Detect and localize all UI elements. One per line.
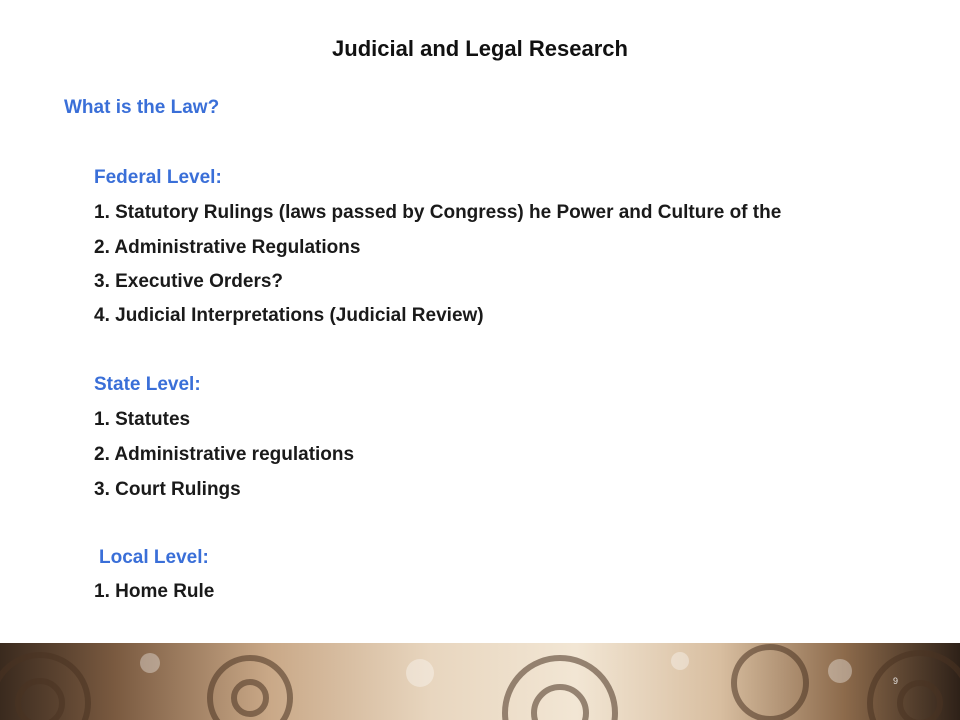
slide-title: Judicial and Legal Research [332,36,628,61]
state-heading: State Level: [94,374,201,395]
federal-item: 2. Administrative Regulations [94,237,361,258]
federal-heading: Federal Level: [94,167,222,188]
page-number: 9 [893,676,899,686]
local-item: 1. Home Rule [94,581,215,602]
question-heading: What is the Law? [64,97,220,118]
federal-item: 4. Judicial Interpretations (Judicial Review) [94,305,484,326]
federal-item: 1. Statutory Rulings (laws passed by Congress) he Power and Culture of the [94,202,782,223]
state-item: 2. Administrative regulations [94,444,355,465]
state-item: 3. Court Rulings [94,479,241,500]
gears-image [0,643,960,720]
local-heading: Local Level: [99,547,209,568]
state-item: 1. Statutes [94,409,191,430]
federal-item: 3. Executive Orders? [94,271,284,292]
gears-icon [0,643,960,720]
